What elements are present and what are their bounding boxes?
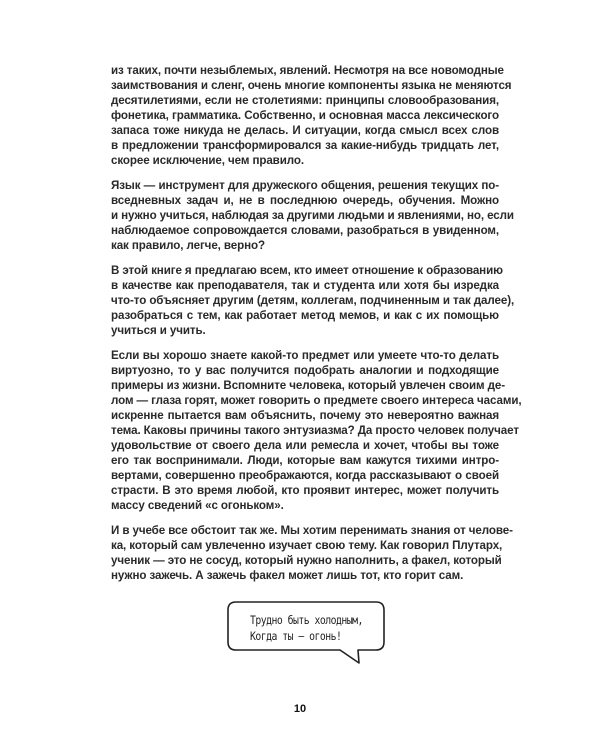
text-line: тема. Каковы причины такого энтузиазма? Да просто человек получает bbox=[111, 424, 519, 437]
text-line: запаса тоже никуда не делась. И ситуации, когда смысл всех слов bbox=[111, 124, 499, 137]
paragraph bbox=[111, 178, 514, 253]
text-line: вседневных задач и, не в последнюю очередь, обучения. Можно bbox=[111, 194, 499, 207]
text-line: удовольствие от своего дела или ремесла и хочет, чтобы вы тоже bbox=[111, 439, 499, 452]
text-line: В этой книге я предлагаю всем, кто имеет отношение к образованию bbox=[111, 264, 503, 277]
text-line: скорее исключение, чем правило. bbox=[111, 154, 304, 167]
text-line: примеры из жизни. Вспомните человека, который увлечен своим де- bbox=[111, 379, 506, 392]
text-line: лом — глаза горят, может говорить о предмете своего интереса часами, bbox=[111, 394, 522, 407]
text-line: нужно зажечь. А зажечь факел может лишь тот, кто горит сам. bbox=[111, 569, 464, 582]
text-line: в предложении трансформировался за какие-нибудь тридцать лет, bbox=[111, 139, 499, 152]
text-line: заимствования и сленг, очень многие компоненты языка не меняются bbox=[111, 79, 512, 92]
speech-bubble-line: Когда ты – огонь! bbox=[250, 629, 342, 643]
text-line: ка, который сам увлеченно изучает свою тему. Как говорил Плутарх, bbox=[111, 539, 503, 552]
text-line: вертами, совершенно преображаются, когда рассказывают о своей bbox=[111, 469, 499, 482]
speech-bubble-text bbox=[250, 612, 363, 644]
body-text bbox=[111, 63, 522, 593]
text-line: его так воспринимали. Люди, которые вам кажутся тихими интро- bbox=[111, 454, 499, 467]
paragraph bbox=[111, 348, 522, 513]
page-number: 10 bbox=[293, 703, 307, 715]
text-line: учиться и учить. bbox=[111, 324, 206, 337]
text-line: что-то объясняет другим (детям, коллегам, подчиненным и так далее), bbox=[111, 294, 515, 307]
text-line: фонетика, грамматика. Собственно, и основная масса лексического bbox=[111, 109, 499, 122]
text-line: разобраться с тем, как работает метод мемов, и как с их помощью bbox=[111, 309, 499, 322]
text-line: Язык — инструмент для дружеского общения, решения текущих по- bbox=[111, 179, 499, 192]
text-line: Если вы хорошо знаете какой-то предмет или умеете что-то делать bbox=[111, 349, 499, 362]
paragraph bbox=[111, 523, 513, 583]
paragraph bbox=[111, 263, 515, 338]
speech-bubble bbox=[226, 600, 386, 666]
text-line: ученик — это не сосуд, который нужно наполнить, а факел, который bbox=[111, 554, 502, 567]
text-line: массу сведений «с огоньком». bbox=[111, 499, 284, 512]
text-line: из таких, почти незыблемых, явлений. Несмотря на все новомодные bbox=[111, 64, 504, 77]
text-line: виртуозно, то у вас получится подобрать аналогии и подходящие bbox=[111, 364, 499, 377]
text-line: искренне пытается вам объяснить, почему это невероятно важная bbox=[111, 409, 499, 422]
text-line: как правило, легче, верно? bbox=[111, 239, 265, 252]
text-line: наблюдаемое сопровождается словами, разобраться в увиденном, bbox=[111, 224, 499, 237]
text-line: и нужно учиться, наблюдая за другими людьми и явлениями, но, если bbox=[111, 209, 514, 222]
text-line: страсти. В это время любой, кто проявит интерес, может получить bbox=[111, 484, 499, 497]
text-line: И в учебе все обстоит так же. Мы хотим перенимать знания от челове- bbox=[111, 524, 513, 537]
text-line: десятилетиями, если не столетиями: принципы словообразования, bbox=[111, 94, 499, 107]
paragraph bbox=[111, 63, 512, 168]
speech-bubble-line: Трудно быть холодным, bbox=[250, 613, 363, 627]
text-line: в качестве как преподавателя, так и студента или хотя бы изредка bbox=[111, 279, 499, 292]
